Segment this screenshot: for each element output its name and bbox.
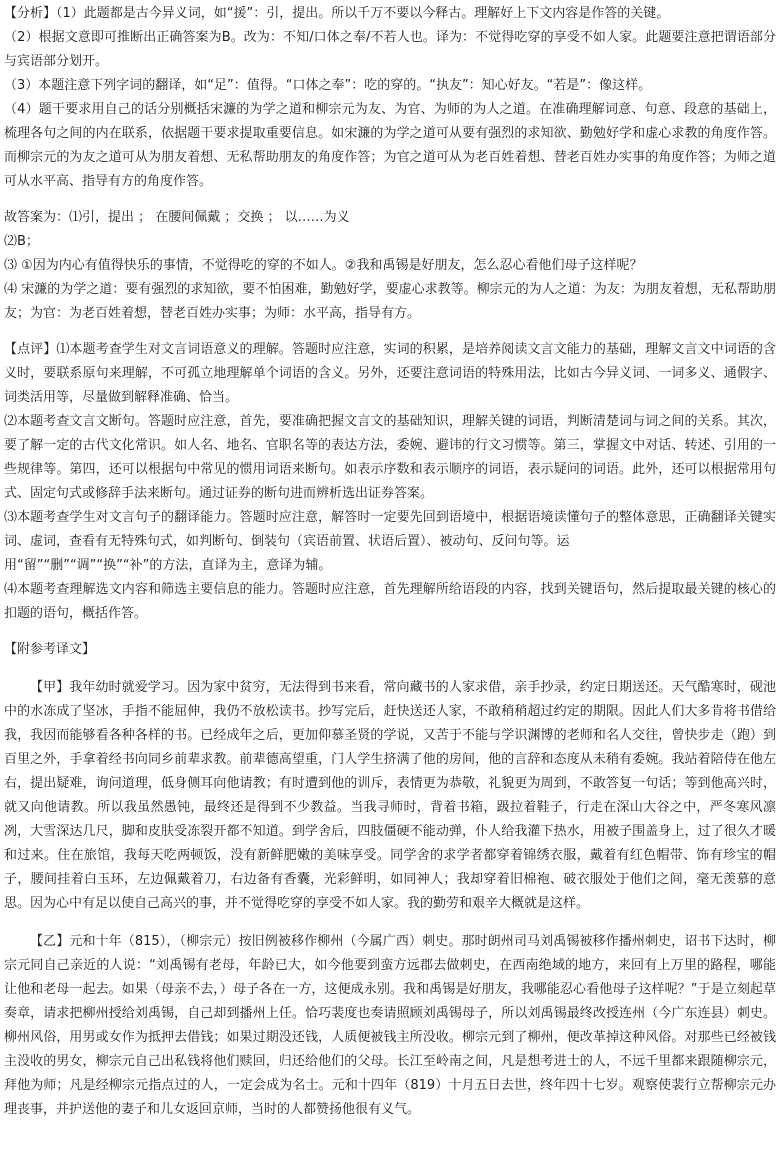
comment-paragraph-2: ⑵本题考查文言文断句。答题时应注意，首先，要准确把握文言文的基础知识，理解关键的词语，判断清楚词与词之间的关系。其次，要了解一定的古代文化常识。如人名、地名、官职名等的表达方法，委婉、避讳的行文习惯等。第三，掌握文中对话、转述、引用的一些规律等。第四，还可以根据句中常见的惯用词语来断句。如表示序数和表示顺序的词语，表示疑问的词语。此外，还可以根据常用句式、固定句式或修辞手法来断句。通过证券的断句进而辨析选出证券答案。 — [4, 414, 776, 501]
analysis-paragraph-1: 【分析】（1）此题都是古今异义词，如“援”：引，提出。所以千万不要以今释古。理解好上下文内容是作答的关键。 — [4, 6, 670, 21]
translation-yi: 【乙】元和十年（815），（柳宗元）按旧例被移作柳州（今属广西）刺史。那时朗州司马刘禹锡被移作播州刺史，诏书下达时，柳宗元同自己亲近的人说：“刘禹锡有老母，年龄已大，如今他要到蛮方远郡去做刺史，在西南绝域的地方，来回有上万里的路程，哪能让他和老母一起去。如果（母亲不去，）母子各在一方，这便成永别。我和禹锡是好朋友，我哪能忍心看他母子这样呢？”于是立刻起草奏章，请求把柳州授给刘禹锡，自己却到播州上任。恰巧裴度也奏请照顾刘禹锡母子，所以刘禹锡最终改授连州（今广东连县）刺史。柳州风俗，用男或女作为抵押去借钱；如果过期没还钱，人质便被钱主所没收。柳宗元到了柳州，便改革掉这种风俗。对那些已经被钱主没收的男女，柳宗元自己出私钱将他们赎回，归还给他们的父母。长江至岭南之间，凡是想考进士的人，不远千里都来跟随柳宗元，拜他为师；凡是经柳宗元指点过的人，一定会成为名士。元和十四年（819）十月五日去世，终年四十七岁。观察使裴行立帮柳宗元办理丧事，并护送他的妻子和儿女返回京师，当时的人都赞扬他很有义气。 — [4, 934, 776, 1117]
spacer — [4, 626, 776, 638]
analysis-paragraph-4: （4）题干要求用自己的话分别概括宋濂的为学之道和柳宗元为友、为官、为师的为人之道。在准确理解词意、句意、段意的基础上，梳理各句之间的内在联系，依据题干要求提取重要信息。如宋濂的为学之道可从要有强烈的求知欲、勤勉好学和虚心求教的角度作答。而柳宗元的为友之道可从为朋友着想、无私帮助朋友的角度作答；为官之道可从为老百姓着想、替老百姓办实事的角度作答；为师之道可从水平高、指导有方的角度作答。 — [4, 102, 776, 189]
translation-section — [4, 638, 776, 1122]
comment-paragraph-3: ⑶本题考查学生对文言句子的翻译能力。答题时应注意，解答时一定要先回到语境中，根据语境读懂句子的整体意思，正确翻译关键实词、虚词，查看有无特殊句式，如判断句、倒装句（宾语前置、状语后置）、被动句、反问句等。运 — [4, 510, 776, 549]
analysis-paragraph-2: （2）根据文意即可推断出正确答案为B。改为：不知/口体之奉/不若人也。译为：不觉得吃穿的享受不如人家。此题要注意把谓语部分与宾语部分划开。 — [4, 30, 776, 69]
analysis-section — [4, 2, 776, 194]
translation-heading: 【附参考译文】 — [4, 642, 96, 657]
comment-paragraph-3-continued: 用“留”“删”“调”“换”“补”的方法，直译为主，意译为辅。 — [4, 558, 332, 573]
spacer — [4, 916, 776, 930]
analysis-paragraph-3: （3）本题注意下列字词的翻译，如“足”：值得。“口体之奉”：吃的穿的。“执友”：知心好友。“若是”：像这样。 — [4, 78, 652, 93]
comment-paragraph-1: 【点评】⑴本题考查学生对文言词语意义的理解。答题时应注意，实词的积累，是培养阅读文言文能力的基础，理解文言文中词语的含义时，要联系原句来理解，不可孤立地理解单个词语的含义。另外，还要注意词语的特殊用法，比如古今异义词、一词多义、通假字、词类活用等，尽量做到解释准确、恰当。 — [4, 342, 776, 405]
comment-section — [4, 338, 776, 626]
answer-line-2: ⑵B； — [4, 234, 39, 249]
answer-line-1: 故答案为：⑴引，提出 ； 在腰间佩戴 ；交换 ； 以……为义 — [4, 210, 350, 225]
answers-section — [4, 206, 776, 326]
spacer — [4, 194, 776, 206]
translation-jia: 【甲】我年幼时就爱学习。因为家中贫穷，无法得到书来看，常向藏书的人家求借，亲手抄录，约定日期送还。天气酷寒时，砚池中的水冻成了坚冰，手指不能屈伸，我仍不放松读书。抄写完后，赶快送还人家，不敢稍稍超过约定的期限。因此人们大多肯将书借给我，我因而能够看各种各样的书。已经成年之后，更加仰慕圣贤的学说，又苦于不能与学识渊博的老师和名人交往，曾快步走（跑）到百里之外，手拿着经书向同乡前辈求教。前辈德高望重，门人学生挤满了他的房间，他的言辞和态度从未稍有委婉。我站着陪侍在他左右，提出疑难，询问道理，低身侧耳向他请教；有时遭到他的训斥，表情更为恭敬，礼貌更为周到，不敢答复一句话；等到他高兴时，就又向他请教。所以我虽然愚钝，最终还是得到不少教益。当我寻师时，背着书箱，趿拉着鞋子，行走在深山大谷之中，严冬寒风凛冽，大雪深达几尺，脚和皮肤受冻裂开都不知道。到学舍后，四肢僵硬不能动弹，仆人给我灌下热水，用被子围盖身上，过了很久才暖和过来。住在旅馆，我每天吃两顿饭，没有新鲜肥嫩的美味享受。同学舍的求学者都穿着锦绣衣服，戴着有红色帽带、饰有珍宝的帽子，腰间挂着白玉环，左边佩戴着刀，右边备有香囊，光彩鲜明，如同神人；我却穿着旧棉袍、破衣服处于他们之间，毫无羡慕的意思。因为心中有足以使自己高兴的事，并不觉得吃穿的享受不如人家。我的勤劳和艰辛大概就是这样。 — [4, 680, 776, 911]
answer-line-4: ⑷ 宋濂的为学之道：要有强烈的求知欲，要不怕困难，勤勉好学，要虚心求教等。柳宗元的为人之道：为友：为朋友着想，无私帮助朋友；为官：为老百姓着想，替老百姓办实事；为师：水平高，指导有方。 — [4, 282, 776, 321]
answer-line-3: ⑶ ①因为内心有值得快乐的事情，不觉得吃的穿的不如人。②我和禹锡是好朋友，怎么忍心看他们母子这样呢？ — [4, 258, 643, 273]
spacer — [4, 326, 776, 338]
spacer — [4, 662, 776, 676]
comment-paragraph-4: ⑷本题考查理解选文内容和筛选主要信息的能力。答题时应注意，首先理解所给语段的内容，找到关键语句，然后提取最关键的核心的扣题的语句，概括作答。 — [4, 582, 776, 621]
